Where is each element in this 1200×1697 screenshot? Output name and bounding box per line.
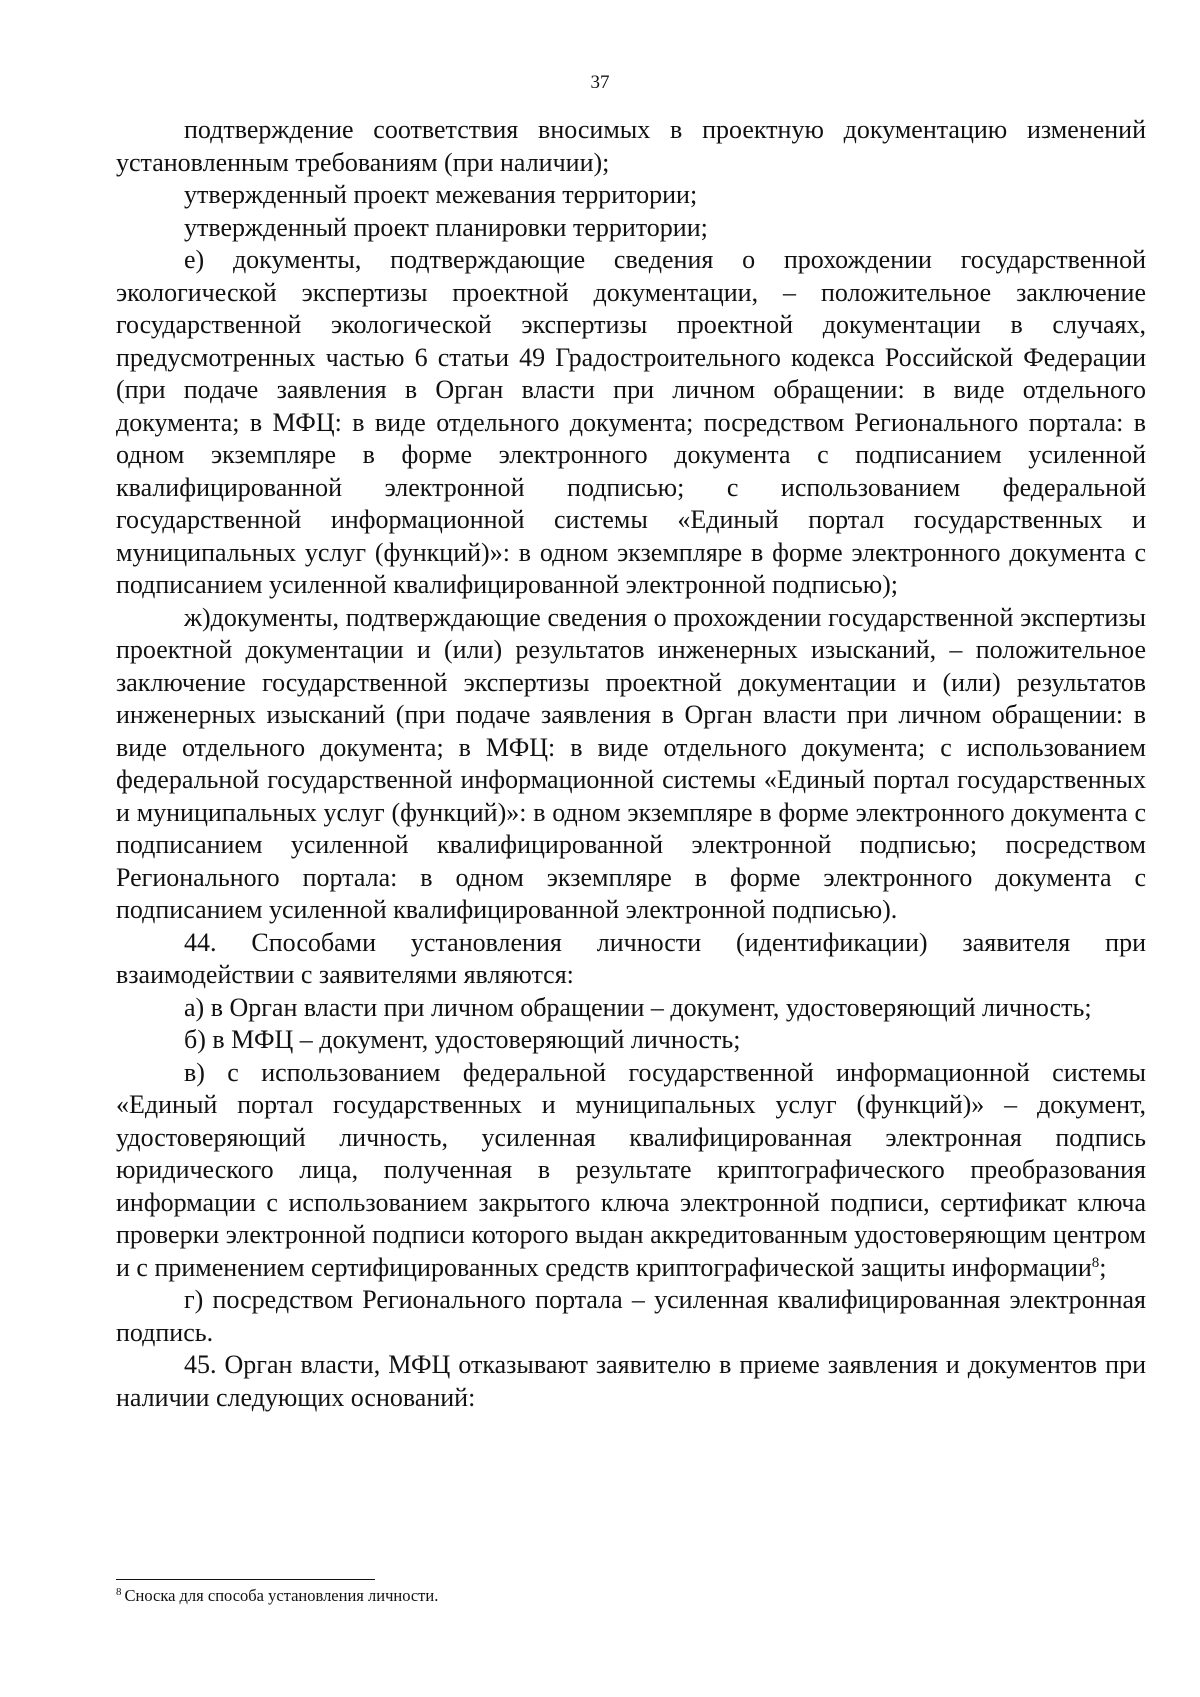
footnote-text: Сноска для способа установления личности. (124, 1586, 439, 1605)
paragraph: б) в МФЦ – документ, удостоверяющий личность; (184, 1025, 741, 1054)
paragraph: ж)документы, подтверждающие сведения о прохождении государственной экспертизы проектной документации и (или) результатов инженерных изысканий, – положительное заключение государственной экспертизы проектной документации и (или) результатов инженерных изысканий (при подаче заявления в Орган власти при личном обращении: в виде отдельного документа; в МФЦ: в виде отдельного документа; с использованием федеральной государственной информационной системы «Единый портал государственных и муниципальных услуг (функций)»: в одном экземпляре в форме электронного документа с подписанием усиленной квалифицированной электронной подписью; посредством Регионального портала: в одном экземпляре в форме электронного документа с подписанием усиленной квалифицированной электронной подписью). (116, 602, 1146, 924)
document-body (116, 114, 1146, 1414)
paragraph: утвержденный проект межевания территории; (184, 180, 698, 209)
paragraph-with-footnote (116, 1057, 1146, 1285)
paragraph: е) документы, подтверждающие сведения о прохождении государственной экологической экспертизы проектной документации, – положительное заключение государственной экологической экспертизы проектной документации в случаях, предусмотренных частью 6 статьи 49 Градостроительного кодекса Российской Федерации (при подаче заявления в Орган власти при личном обращении: в виде отдельного документа; в МФЦ: в виде отдельного документа; посредством Регионального портала: в одном экземпляре в форме электронного документа с подписанием усиленной квалифицированной электронной подписью; с использованием федеральной государственной информационной системы «Единый портал государственных и муниципальных услуг (функций)»: в одном экземпляре в форме электронного документа с подписанием усиленной квалифицированной электронной подписью); (116, 245, 1146, 599)
footnote-separator (116, 1579, 375, 1580)
paragraph: г) посредством Регионального портала – усиленная квалифицированная электронная подпись. (116, 1285, 1146, 1347)
paragraph: 45. Орган власти, МФЦ отказывают заявителю в приеме заявления и документов при наличии следующих оснований: (116, 1350, 1146, 1412)
footnote-reference: 8 (1091, 1254, 1100, 1271)
paragraph-trailing-punctuation: ; (1099, 1252, 1107, 1282)
paragraph: а) в Орган власти при личном обращении – документ, удостоверяющий личность; (184, 992, 1092, 1022)
paragraph: утвержденный проект планировки территории; (184, 212, 708, 242)
footnote (116, 1586, 1146, 1606)
paragraph: подтверждение соответствия вносимых в проектную документацию изменений установленным требованиям (при наличии); (116, 115, 1146, 177)
footnote-marker: 8 (116, 1586, 122, 1598)
paragraph: 44. Способами установления личности (идентификации) заявителя при взаимодействии с заявителями являются: (116, 927, 1146, 989)
paragraph-text: в) с использованием федеральной государственной информационной системы «Единый портал государственных и муниципальных услуг (функций)» – документ, удостоверяющий личность, усиленная квалифицированная электронная подпись юридического лица, полученная в результате криптографического преобразования информации с использованием закрытого ключа электронной подписи, сертификат ключа проверки электронной подписи которого выдан аккредитованным удостоверяющим центром и с применением сертифицированных средств криптографической защиты информации (116, 1057, 1146, 1282)
page-number: 37 (590, 72, 610, 93)
